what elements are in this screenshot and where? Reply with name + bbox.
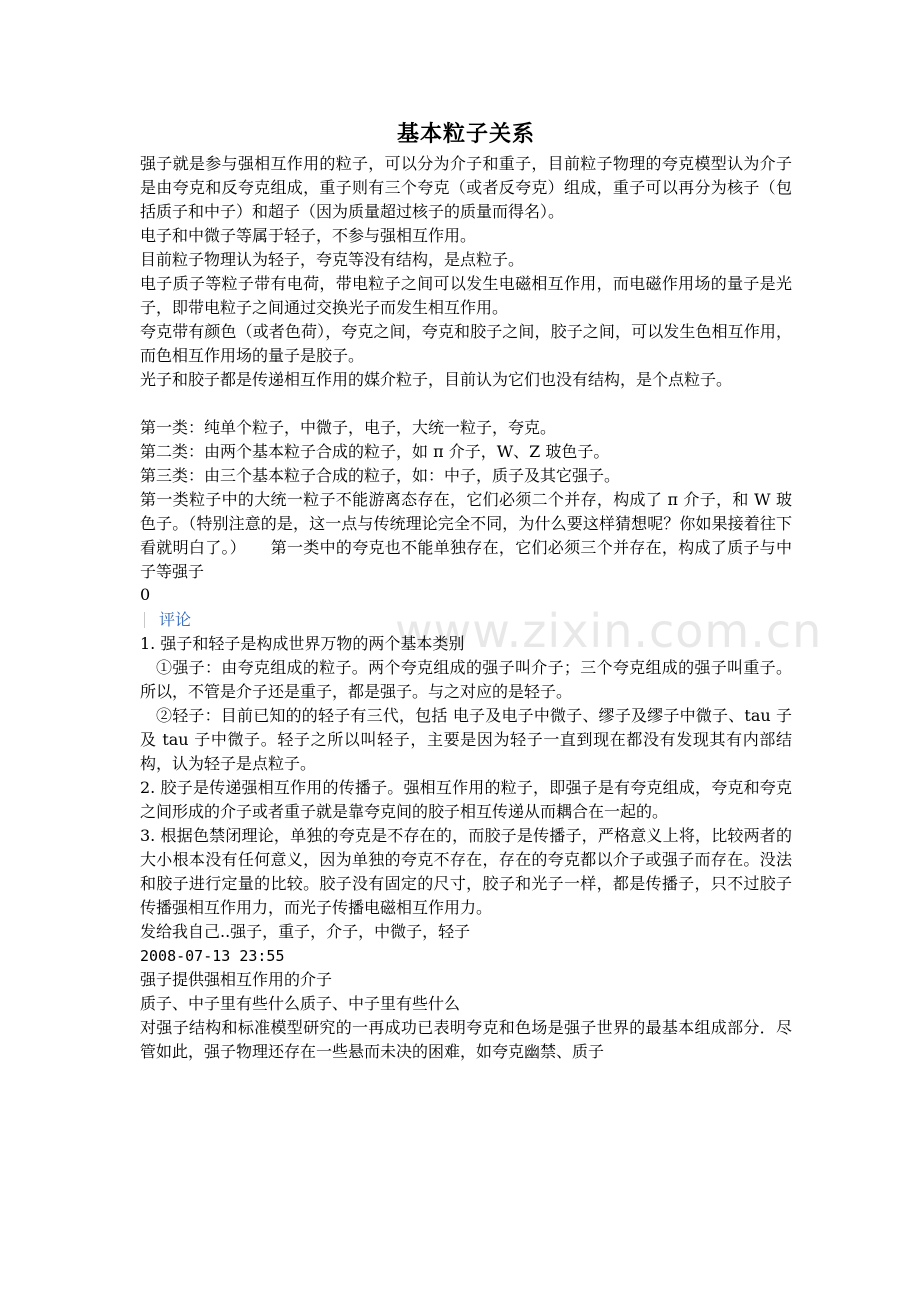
class-1: 第一类：纯单个粒子，中微子，电子，大统一粒子，夸克。 <box>140 418 557 437</box>
comment-row <box>140 608 792 632</box>
class-2: 第二类：由两个基本粒子合成的粒子，如 π 介子，W、Z 玻色子。 <box>140 442 610 461</box>
paragraph-hadron: 强子就是参与强相互作用的粒子，可以分为介子和重子，目前粒子物理的夸克模型认为介子是由夸克和反夸克组成，重子则有三个夸克（或者反夸克）组成，重子可以再分为核子（包括质子和中子）和超子（因为质量超过核子的质量而得名）。 <box>140 154 792 221</box>
comment-3: 3. 根据色禁闭理论，单独的夸克是不存在的，而胶子是传播子，严格意义上将，比较两者的大小根本没有任何意义，因为单独的夸克不存在，存在的夸克都以介子或强子而存在。没法和胶子进行定量的比较。胶子没有固定的尺寸，胶子和光子一样，都是传播子，只不过胶子传播强相互作用力，而光子传播电磁相互作用力。 <box>140 826 792 917</box>
comment-divider <box>144 612 145 628</box>
blank-line <box>140 392 792 416</box>
paragraph-color-charge: 夸克带有颜色（或者色荷），夸克之间，夸克和胶子之间，胶子之间，可以发生色相互作用，而色相互作用场的量子是胶子。 <box>140 322 792 365</box>
paragraph-lepton: 电子和中微子等属于轻子，不参与强相互作用。 <box>140 226 477 245</box>
class-note: 第一类粒子中的大统一粒子不能游离态存在，它们必须二个并存，构成了 π 介子，和 W 玻色子。（特别注意的是，这一点与传统理论完全不同，为什么要这样猜想呢？你如果接着往下看就明白了。） 第一类中的夸克也不能单独存在，它们必须三个并存在，构成了质子与中子等强子 <box>140 490 792 581</box>
comment-1-hadron: ①强子：由夸克组成的粒子。两个夸克组成的强子叫介子；三个夸克组成的强子叫重子。所以，不管是介子还是重子，都是强子。与之对应的是轻子。 <box>140 658 792 701</box>
comment-count: 0 <box>140 585 151 604</box>
watermark: www.zixin.com.cn <box>395 604 823 658</box>
tail-line-3: 强子提供强相互作用的介子 <box>140 970 333 989</box>
tail-line-4: 质子、中子里有些什么质子、中子里有些什么 <box>140 994 461 1013</box>
timestamp: 2008-07-13 23:55 <box>140 947 285 965</box>
page-title: 基本粒子关系 <box>396 122 535 147</box>
paragraph-point-particle: 目前粒子物理认为轻子，夸克等没有结构，是点粒子。 <box>140 250 525 269</box>
paragraph-mediator: 光子和胶子都是传递相互作用的媒介粒子，目前认为它们也没有结构，是个点粒子。 <box>140 370 733 389</box>
comment-1-lepton: ②轻子：目前已知的的轻子有三代，包括 电子及电子中微子、缪子及缪子中微子、tau 子及 tau 子中微子。轻子之所以叫轻子，主要是因为轻子一直到现在都没有发现其有内部结构，认为轻子是点粒子。 <box>140 706 792 773</box>
tail-line-5: 对强子结构和标准模型研究的一再成功已表明夸克和色场是强子世界的最基本组成部分．尽管如此，强子物理还存在一些悬而未决的困难，如夸克幽禁、质子 <box>140 1018 792 1061</box>
tail-line-1: 发给我自己..强子，重子，介子，中微子，轻子 <box>140 922 471 941</box>
class-3: 第三类：由三个基本粒子合成的粒子，如：中子，质子及其它强子。 <box>140 466 621 485</box>
comment-link[interactable]: 评论 <box>159 610 192 629</box>
document-page <box>140 118 792 1064</box>
paragraph-photon: 电子质子等粒子带有电荷，带电粒子之间可以发生电磁相互作用，而电磁作用场的量子是光子，即带电粒子之间通过交换光子而发生相互作用。 <box>140 274 792 317</box>
comment-1: 1. 强子和轻子是构成世界万物的两个基本类别 <box>140 634 465 653</box>
comment-2: 2. 胶子是传递强相互作用的传播子。强相互作用的粒子，即强子是有夸克组成，夸克和夸克之间形成的介子或者重子就是靠夸克间的胶子相互传递从而耦合在一起的。 <box>140 778 792 821</box>
